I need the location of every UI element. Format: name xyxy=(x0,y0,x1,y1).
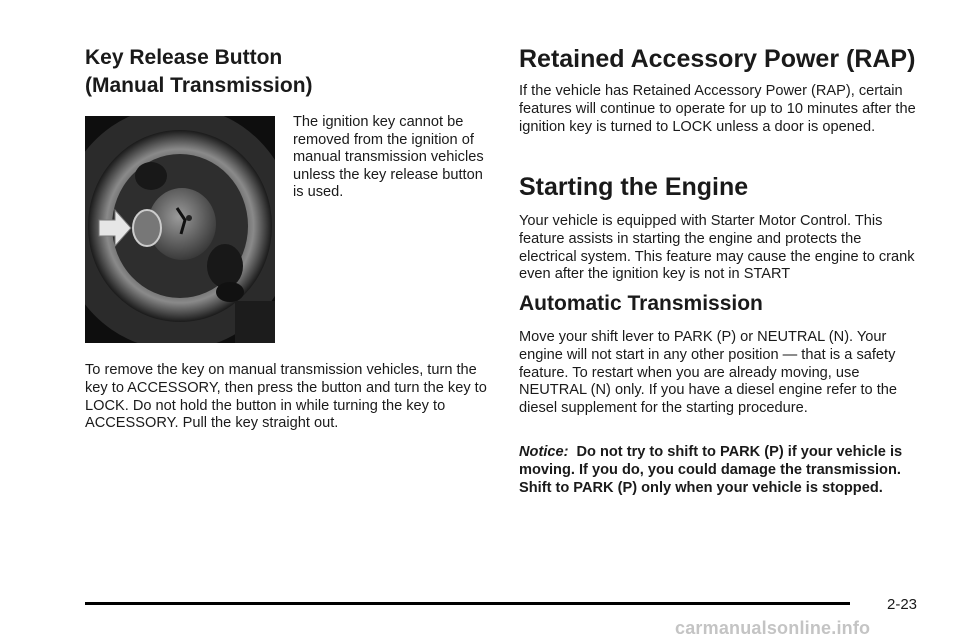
key-release-heading-line1: Key Release Button xyxy=(85,46,283,69)
automatic-transmission-paragraph: Move your shift lever to PARK (P) or NEUTRAL (N). Your engine will not start in any other position — that is a safety feature. To restart when you are already moving, use NEUTRAL (N) only. If you have a diesel engine refer to the diesel supplement for the starting procedure. xyxy=(519,329,897,417)
starting-engine-paragraph: Your vehicle is equipped with Starter Motor Control. This feature assists in starting the engine and protects the electrical system. This feature may cause the engine to crank even after the ignition key is not in START xyxy=(519,213,915,283)
ignition-key-photo xyxy=(85,116,275,343)
rap-paragraph: If the vehicle has Retained Accessory Power (RAP), certain features will continue to operate for up to 10 minutes after the ignition key is turned to LOCK unless a door is opened. xyxy=(519,83,916,135)
page-number: 2-23 xyxy=(887,596,918,613)
key-removal-instructions: To remove the key on manual transmission vehicles, turn the key to ACCESSORY, then press the button and turn the key to LOCK. Do not hold the button in while turning the key to ACCESSORY. Pull the key straight out. xyxy=(85,362,487,432)
rap-heading: Retained Accessory Power (RAP) xyxy=(519,45,916,73)
watermark-text: carmanualsonline.info xyxy=(675,618,871,638)
footer-rule xyxy=(85,602,850,605)
key-release-heading xyxy=(85,44,465,100)
automatic-transmission-heading: Automatic Transmission xyxy=(519,292,763,315)
notice-text: Do not try to shift to PARK (P) if your vehicle is moving. If you do, you could damage the transmission. Shift to PARK (P) only when your vehicle is stopped. xyxy=(519,444,903,496)
notice-label: Notice: xyxy=(519,444,569,460)
notice-block xyxy=(519,444,919,497)
starting-engine-heading: Starting the Engine xyxy=(519,173,749,201)
key-release-heading-line2: (Manual Transmission) xyxy=(85,74,313,97)
key-removal-intro: The ignition key cannot be removed from the ignition of manual transmission vehicles unless the key release button is used. xyxy=(293,114,484,201)
